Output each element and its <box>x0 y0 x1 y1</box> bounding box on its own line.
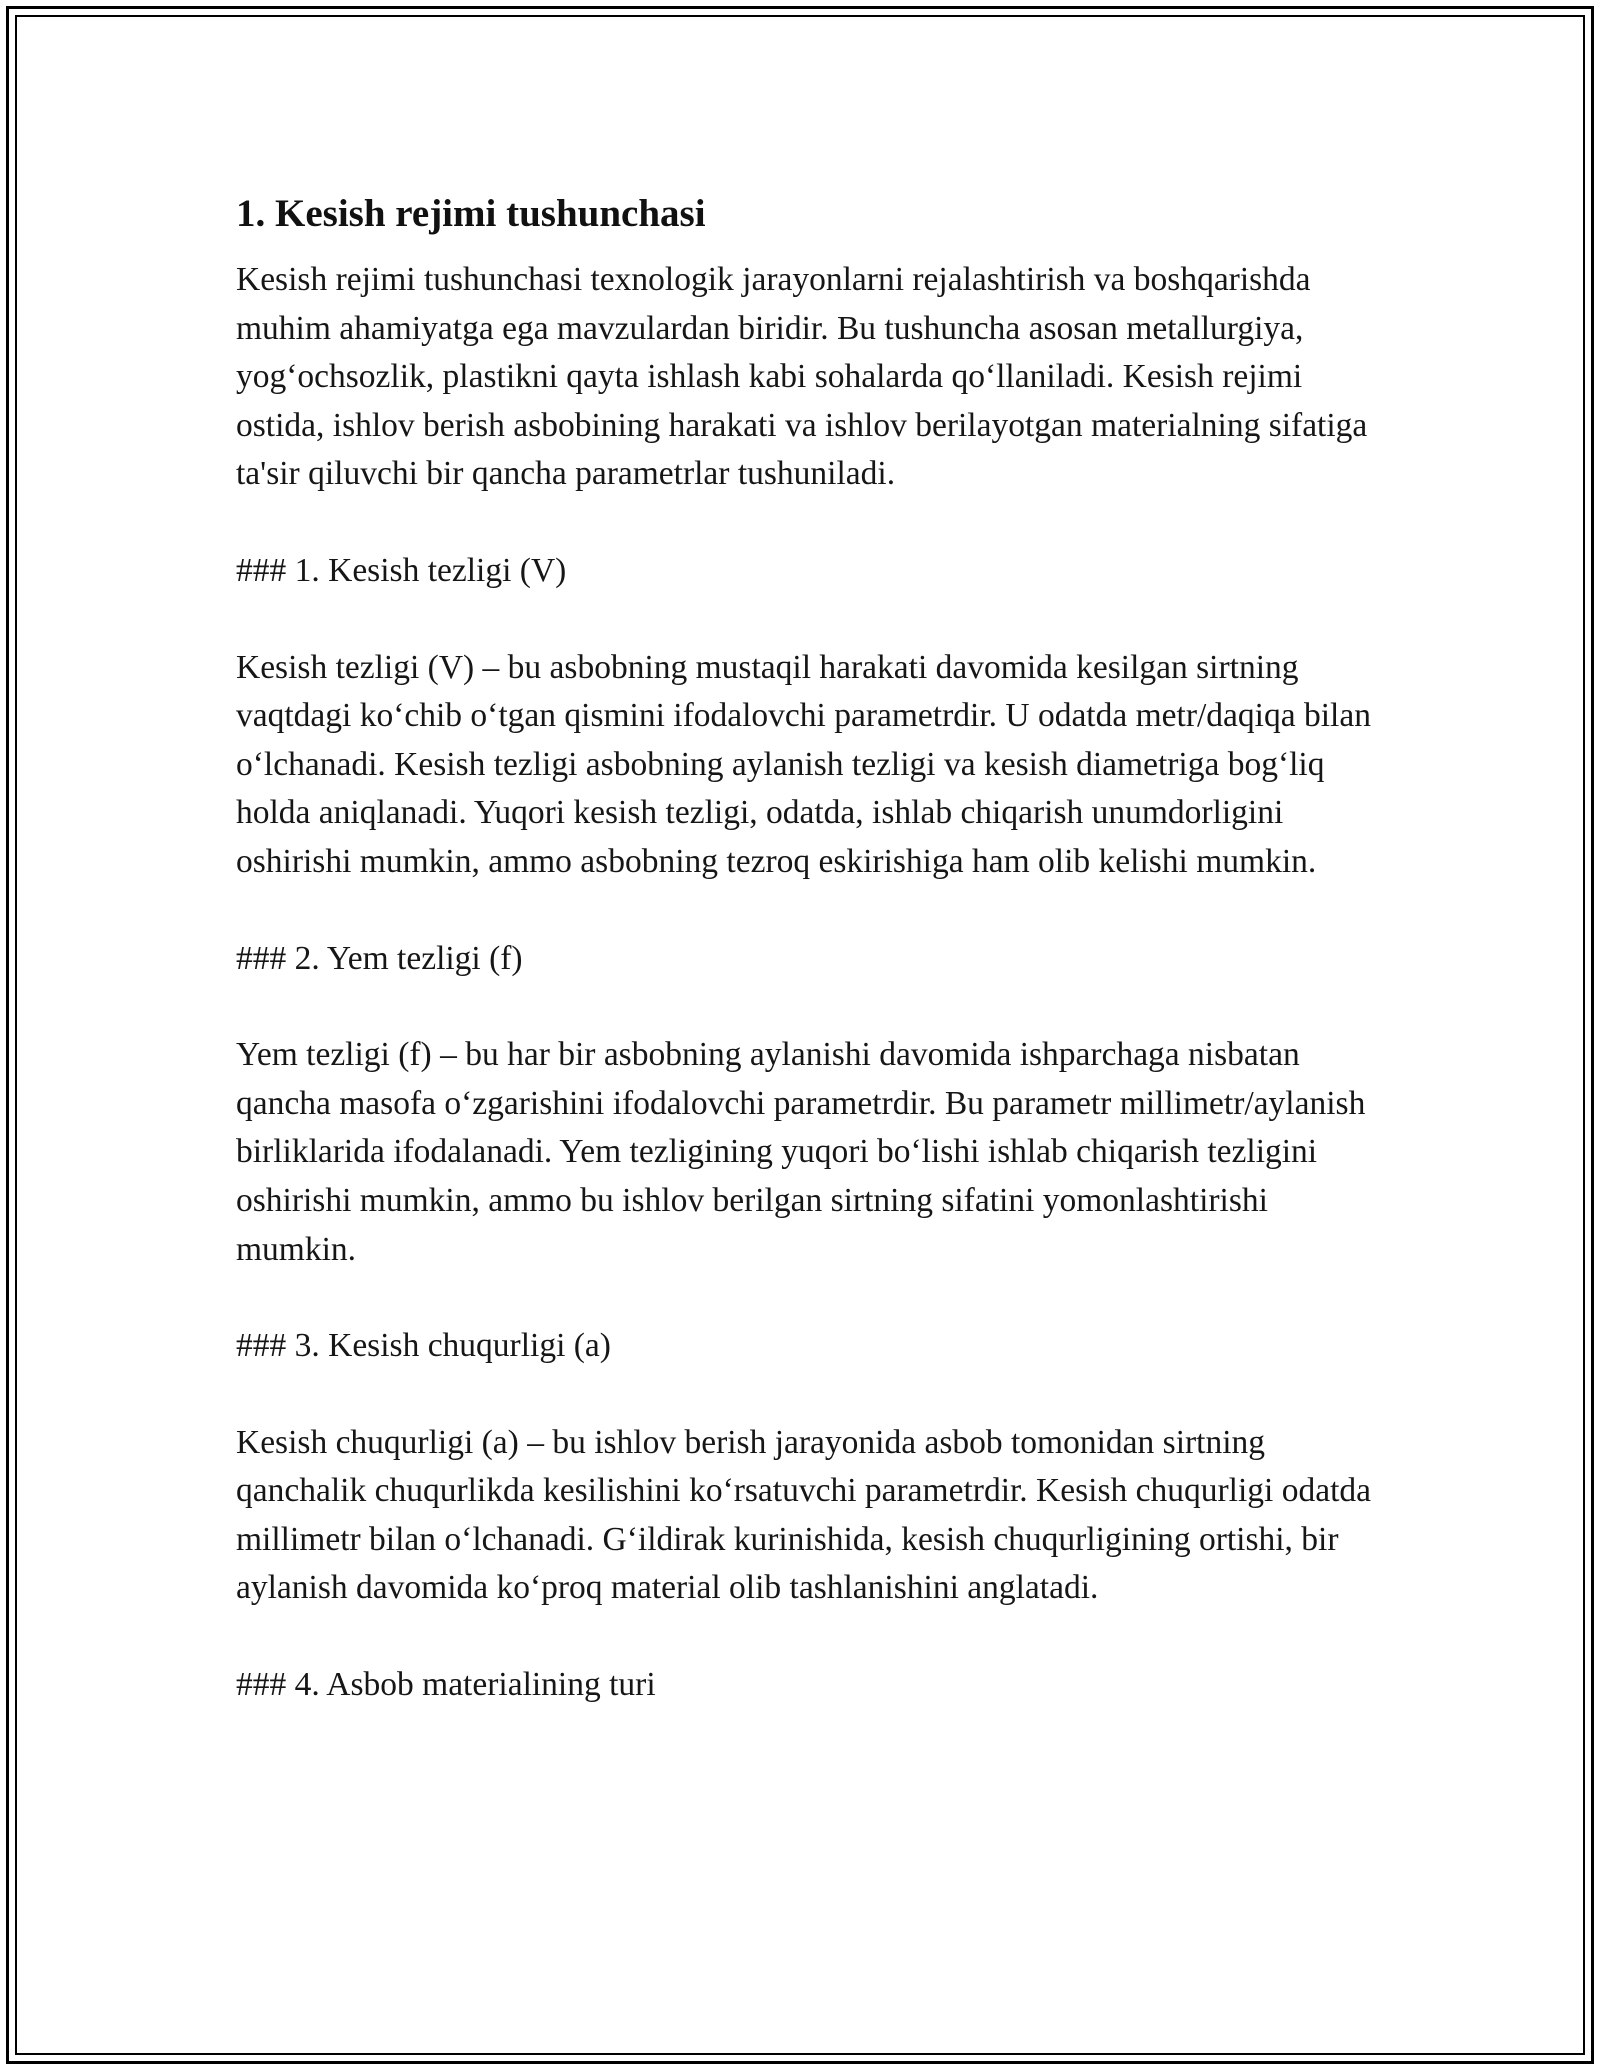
section-body-feed-rate: Yem tezligi (f) – bu har bir asbobning aylanishi davomida ishparchaga nisbatan qancha masofa o‘zgarishini ifodalovchi parametrdir. Bu parametr millimetr/aylanish birliklarida ifodalanadi. Yem tezligining yuqori bo‘lishi ishlab chiqarish tezligini oshirishi mumkin, ammo bu ishlov berilgan sirtning sifatini yomonlashtirishi mumkin. <box>236 1036 1366 1268</box>
document-title: 1. Kesish rejimi tushunchasi <box>236 192 706 235</box>
document-body <box>236 186 1386 1710</box>
section-heading-cutting-speed: ### 1. Kesish tezligi (V) <box>236 551 567 589</box>
section-body-cutting-depth: Kesish chuqurligi (a) – bu ishlov berish jarayonida asbob tomonidan sirtning qanchalik chuqurlikda kesilishini ko‘rsatuvchi parametrdir. Kesish chuqurligi odatda millimetr bilan o‘lchanadi. G‘ildirak kurinishida, kesish chuqurligining ortishi, bir aylanish davomida ko‘proq material olib tashlanishini anglatadi. <box>236 1423 1371 1607</box>
intro-paragraph: Kesish rejimi tushunchasi texnologik jarayonlarni rejalashtirish va boshqarishda muhim ahamiyatga ega mavzulardan biridir. Bu tushuncha asosan metallurgiya, yog‘ochsozlik, plastikni qayta ishlash kabi sohalarda qo‘llaniladi. Kesish rejimi ostida, ishlov berish asbobining harakati va ishlov berilayotgan materialning sifatiga ta'sir qiluvchi bir qancha parametrlar tushuniladi. <box>236 261 1368 493</box>
section-heading-tool-material: ### 4. Asbob materialining turi <box>236 1666 656 1704</box>
section-body-cutting-speed: Kesish tezligi (V) – bu asbobning mustaqil harakati davomida kesilgan sirtning vaqtdagi ko‘chib o‘tgan qismini ifodalovchi parametrdir. U odatda metr/daqiqa bilan o‘lchanadi. Kesish tezligi asbobning aylanish tezligi va kesish diametriga bog‘liq holda aniqlanadi. Yuqori kesish tezligi, odatda, ishlab chiqarish unumdorligini oshirishi mumkin, ammo asbobning tezroq eskirishiga ham olib kelishi mumkin. <box>236 648 1371 880</box>
section-heading-cutting-depth: ### 3. Kesish chuqurligi (a) <box>236 1327 611 1365</box>
section-heading-feed-rate: ### 2. Yem tezligi (f) <box>236 939 523 977</box>
